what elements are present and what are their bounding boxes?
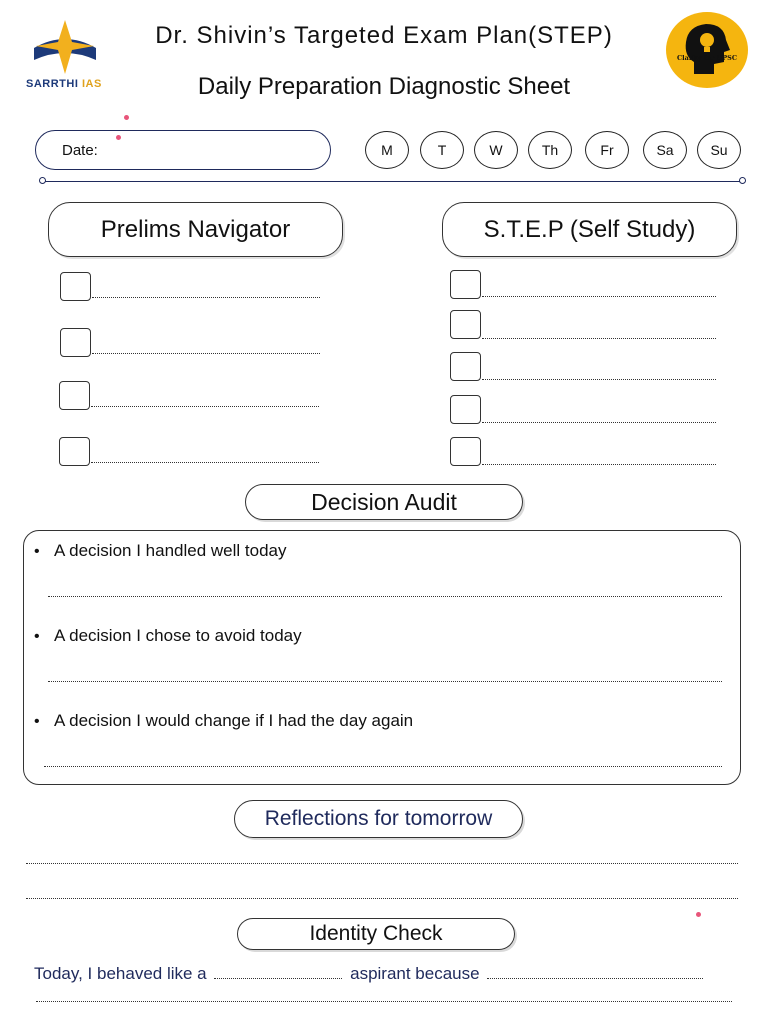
logo-text-ias: IAS xyxy=(81,78,102,90)
day-monday[interactable]: M xyxy=(365,131,409,169)
head-bulb-icon xyxy=(666,12,748,88)
identity-blank-reason[interactable] xyxy=(487,978,703,979)
clarity-for-upsc-logo xyxy=(666,12,748,88)
prelims-navigator-heading: Prelims Navigator xyxy=(48,202,343,257)
day-friday[interactable]: Fr xyxy=(585,131,629,169)
identity-check-heading: Identity Check xyxy=(237,918,515,950)
day-tuesday[interactable]: T xyxy=(420,131,464,169)
audit-prompt-would-change: • A decision I would change if I had the day again xyxy=(34,711,413,731)
decor-dot xyxy=(124,115,129,120)
self-study-line[interactable] xyxy=(482,338,716,339)
identity-sentence xyxy=(34,964,706,984)
reflections-heading: Reflections for tomorrow xyxy=(234,800,523,838)
self-study-line[interactable] xyxy=(482,296,716,297)
day-wednesday[interactable]: W xyxy=(474,131,518,169)
day-thursday[interactable]: Th xyxy=(528,131,572,169)
identity-sentence-start: Today, I behaved like a xyxy=(34,964,207,983)
prelims-line[interactable] xyxy=(92,353,320,354)
self-study-line[interactable] xyxy=(482,379,716,380)
decision-audit-heading: Decision Audit xyxy=(245,484,523,520)
decision-audit-box xyxy=(23,530,741,785)
audit-answer-line[interactable] xyxy=(48,596,722,597)
divider-end-dot xyxy=(739,177,746,184)
page-title: Dr. Shivin’s Targeted Exam Plan(STEP) xyxy=(155,22,613,49)
page-subtitle: Daily Preparation Diagnostic Sheet xyxy=(197,73,571,100)
date-field[interactable] xyxy=(35,130,331,170)
reflection-line[interactable] xyxy=(26,898,738,899)
self-study-checkbox[interactable] xyxy=(450,437,481,466)
logo-text-sarrthi: SARRTHI xyxy=(26,78,79,90)
logo-caption: Clarity for UPSC xyxy=(676,54,738,62)
self-study-line[interactable] xyxy=(482,422,716,423)
prelims-checkbox[interactable] xyxy=(59,437,90,466)
audit-prompt-avoided: • A decision I chose to avoid today xyxy=(34,626,302,646)
prelims-checkbox[interactable] xyxy=(59,381,90,410)
day-saturday[interactable]: Sa xyxy=(643,131,687,169)
self-study-checkbox[interactable] xyxy=(450,310,481,339)
prelims-checkbox[interactable] xyxy=(60,272,91,301)
self-study-checkbox[interactable] xyxy=(450,270,481,299)
identity-blank-type[interactable] xyxy=(214,978,342,979)
self-study-line[interactable] xyxy=(482,464,716,465)
header-divider xyxy=(43,181,744,182)
prelims-line[interactable] xyxy=(91,462,319,463)
date-label: Date: xyxy=(62,142,98,159)
self-study-checkbox[interactable] xyxy=(450,352,481,381)
divider-end-dot xyxy=(39,177,46,184)
decor-dot xyxy=(696,912,701,917)
identity-sentence-mid: aspirant because xyxy=(350,964,480,983)
audit-answer-line[interactable] xyxy=(48,681,722,682)
audit-answer-line[interactable] xyxy=(44,766,722,767)
self-study-checkbox[interactable] xyxy=(450,395,481,424)
audit-prompt-handled-well: • A decision I handled well today xyxy=(34,541,287,561)
prelims-checkbox[interactable] xyxy=(60,328,91,357)
identity-reason-line[interactable] xyxy=(36,1001,732,1002)
self-study-heading: S.T.E.P (Self Study) xyxy=(442,202,737,257)
prelims-line[interactable] xyxy=(91,406,319,407)
reflection-line[interactable] xyxy=(26,863,738,864)
day-sunday[interactable]: Su xyxy=(697,131,741,169)
prelims-line[interactable] xyxy=(92,297,320,298)
